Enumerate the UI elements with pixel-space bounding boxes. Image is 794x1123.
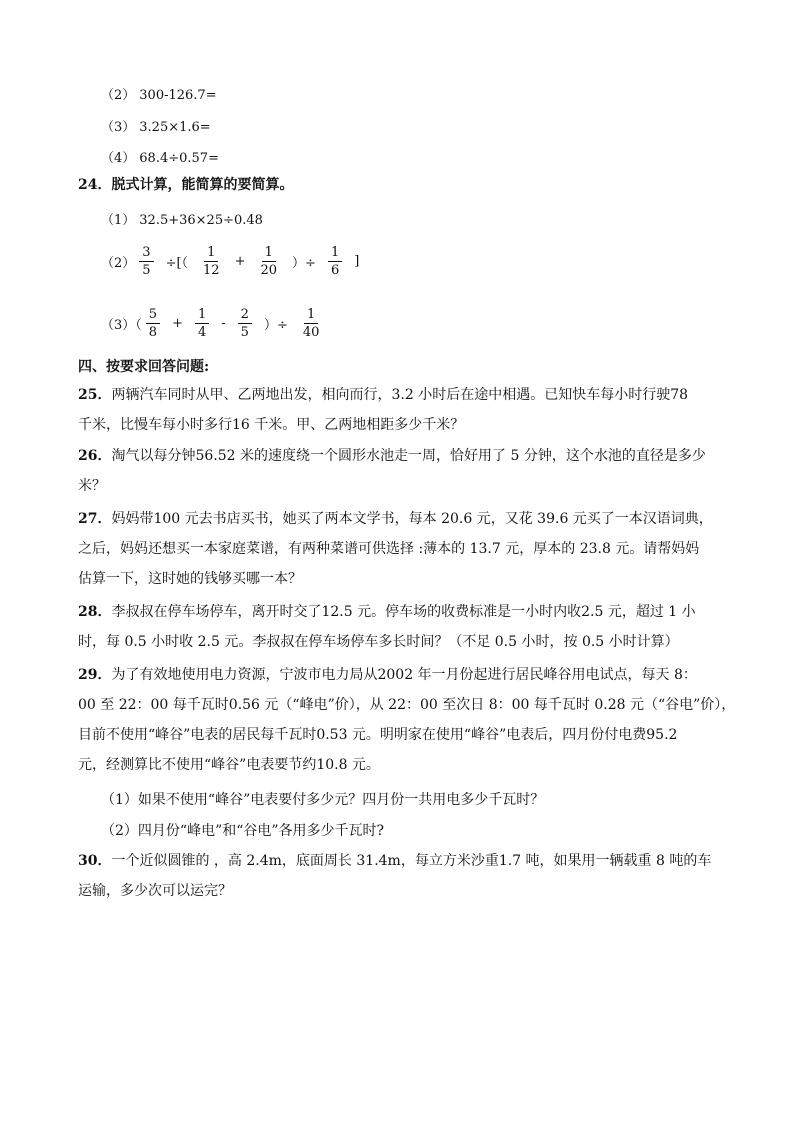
item-expression: 32.5+36×25÷0.48	[139, 213, 263, 228]
calc-item-3	[101, 116, 211, 135]
item-expression: 68.4÷0.57=	[139, 151, 219, 166]
fraction: $\frac{1}{6}$	[328, 244, 342, 279]
operator: ]	[354, 254, 360, 269]
fraction: $\frac{2}{5}$	[238, 306, 252, 341]
q29-sub-2: （2）四月份“峰电”和“谷电”各用多少千瓦时?	[101, 823, 385, 839]
section-heading: 四、按要求回答问题:	[78, 359, 210, 375]
item-number: （3）	[101, 120, 136, 135]
q24-part-2	[101, 244, 367, 279]
question-28: 28．李叔叔在停车场停车，离开时交了12.5 元。停车场的收费标准是一小时内收2.5 元，超过 1 小 时，每 0.5 小时收 2.5 元。李叔叔在停车场停车多长时间？（不足 0.5 小时，按 0.5 小时计算）	[78, 604, 696, 650]
calc-item-4	[101, 147, 219, 166]
item-number: （1）	[101, 213, 136, 228]
operator: ）÷	[263, 318, 288, 333]
question-30: 30．一个近似圆锥的 ，高 2.4m，底面周长 31.4m，每立方米沙重1.7 吨，如果用一辆载重 8 吨的车 运输，多少次可以运完？	[78, 853, 712, 899]
item-number: （3）（	[101, 318, 142, 333]
operator: ）÷	[292, 256, 316, 271]
question-29: 29．为了有效地使用电力资源，宁波市电力局从2002 年一月份起进行居民峰谷用电试点，每天 8： 00 至 22：00 每千瓦时0.56 元（“峰电”价），从 22：00 至次日 8：00 每千瓦时 0.28 元（“谷电”价）， 目前不使用“峰谷”电表的居民每千瓦时0.53 元。明明家在使用“峰谷”电表后，四月份付电费95.2 元，经测算比不使用“峰谷”电表要节约10.8 元。	[78, 667, 736, 773]
operator: +	[172, 316, 183, 331]
operator: +	[234, 254, 246, 269]
item-number: （2）	[101, 88, 136, 103]
fraction: $\frac{1}{12}$	[203, 245, 220, 278]
fraction: $\frac{1}{4}$	[195, 306, 209, 341]
operator: -	[221, 316, 226, 331]
q24-part-1	[101, 209, 263, 228]
q29-sub-1: （1）如果不使用“峰谷”电表要付多少元？四月份一共用电多少千瓦时？	[101, 792, 545, 808]
operator: ÷[（	[165, 256, 189, 271]
question-25: 25．两辆汽车同时从甲、乙两地出发，相向而行，3.2 小时后在途中相遇。已知快车每小时行驶78 千米，比慢车每小时多行16 千米。甲、乙两地相距多少千米？	[78, 387, 689, 433]
fraction: $\frac{1}{40}$	[302, 307, 320, 340]
calc-item-2	[101, 84, 217, 103]
question-26: 26．淘气以每分钟56.52 米的速度绕一个圆形水池走一周，恰好用了 5 分钟，这个水池的直径是多少 米？	[78, 448, 706, 494]
fraction: $\frac{3}{5}$	[139, 244, 153, 279]
question-27: 27．妈妈带100 元去书店买书，她买了两本文学书，每本 20.6 元，又花 39.6 元买了一本汉语词典， 之后，妈妈还想买一本家庭菜谱，有两种菜谱可供选择 :薄本的 13.7 元，厚本的 23.8 元。请帮妈妈 估算一下，这时她的钱够买哪一本？	[78, 511, 713, 587]
item-number: （4）	[101, 151, 136, 166]
fraction: $\frac{1}{20}$	[260, 245, 278, 278]
fraction: $\frac{5}{8}$	[146, 306, 160, 341]
item-expression: 300-126.7=	[139, 88, 217, 103]
q24-part-3	[101, 306, 326, 341]
item-expression: 3.25×1.6=	[139, 120, 211, 135]
question-24-title: 24．脱式计算，能简算的要简算。	[78, 177, 294, 193]
item-number: （2）	[101, 256, 136, 271]
